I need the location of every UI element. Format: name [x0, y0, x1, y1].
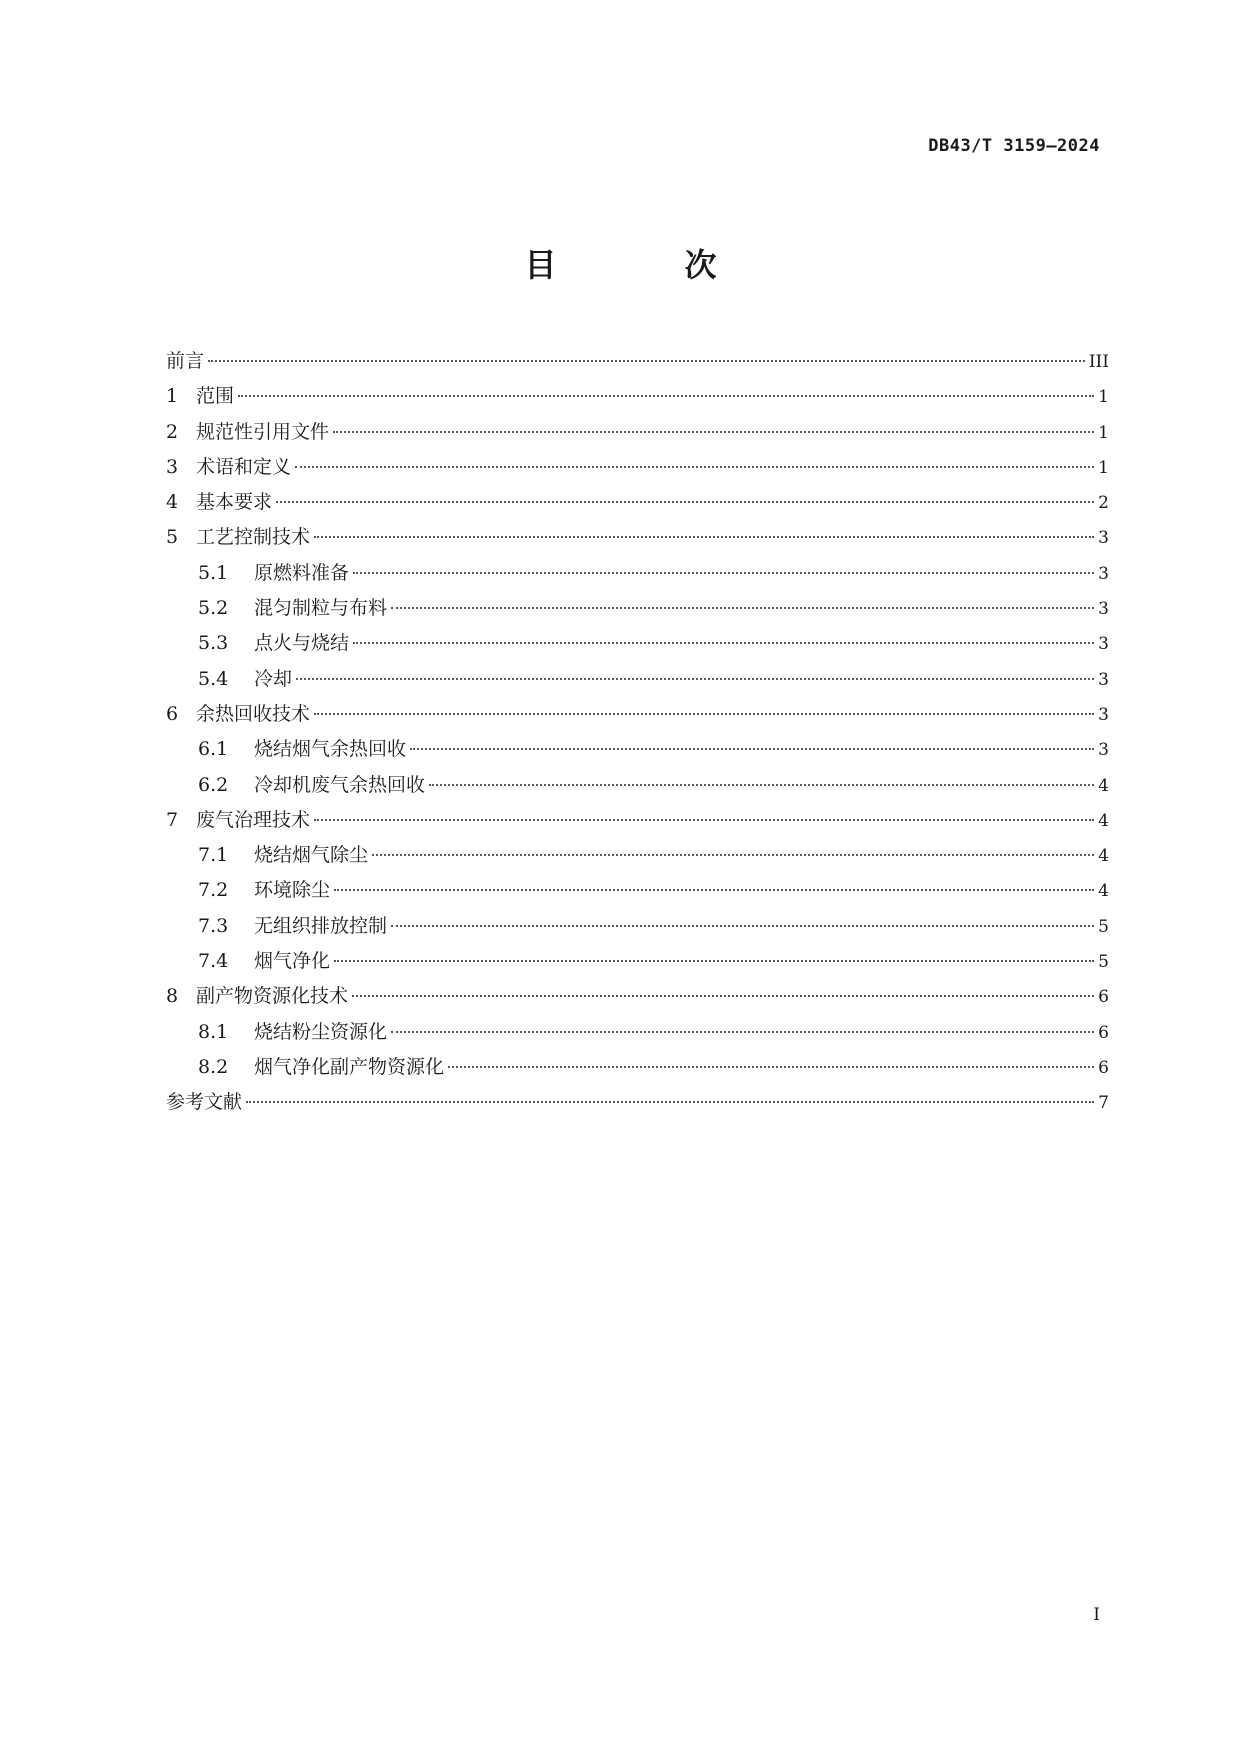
toc-entry[interactable]: [166, 770, 1109, 805]
toc-entry[interactable]: [166, 628, 1109, 663]
toc-entry-label: 烧结烟气余热回收: [254, 738, 407, 761]
toc-entry-label: 冷却: [254, 667, 293, 690]
toc-entry[interactable]: [166, 558, 1109, 593]
toc-leader-dots: [334, 960, 1094, 962]
toc-entry-number: 8.1: [198, 1020, 229, 1043]
toc-entry[interactable]: [166, 840, 1109, 875]
toc-leader-dots: [391, 925, 1094, 927]
toc-entry-number: 5: [166, 526, 179, 549]
toc-entry-number: 8.2: [198, 1055, 229, 1078]
toc-entry[interactable]: [166, 487, 1109, 522]
toc-entry-label: 范围: [196, 385, 235, 408]
toc-entry-label: 无组织排放控制: [254, 914, 388, 937]
toc-leader-dots: [276, 501, 1094, 503]
toc-leader-dots: [334, 889, 1094, 891]
toc-entry-page: 6: [1098, 987, 1109, 1008]
toc-entry[interactable]: [166, 1052, 1109, 1087]
document-code: DB43/T 3159—2024: [928, 136, 1100, 156]
toc-entry[interactable]: [166, 417, 1109, 452]
toc-leader-dots: [353, 572, 1094, 574]
toc-entry-page: 5: [1098, 952, 1109, 973]
toc-leader-dots: [391, 607, 1094, 609]
toc-leader-dots: [208, 360, 1085, 362]
toc-leader-dots: [238, 395, 1094, 397]
toc-entry-number: 2: [166, 420, 179, 443]
toc-entry-page: 3: [1098, 634, 1109, 655]
toc-entry[interactable]: [166, 1087, 1109, 1122]
toc-entry-number: 4: [166, 491, 179, 514]
toc-entry-page: 4: [1098, 846, 1109, 867]
toc-leader-dots: [372, 854, 1094, 856]
toc-entry-page: 3: [1098, 740, 1109, 761]
toc-entry[interactable]: [166, 452, 1109, 487]
toc-entry-page: 7: [1098, 1093, 1109, 1114]
toc-entry-page: 4: [1098, 775, 1109, 796]
toc-entry-page: 6: [1098, 1022, 1109, 1043]
toc-entry-label: 规范性引用文件: [196, 420, 330, 443]
toc-entry-label: 烟气净化副产物资源化: [254, 1055, 445, 1078]
toc-entry-label: 环境除尘: [254, 879, 331, 902]
toc-entry-number: 7: [166, 808, 179, 831]
toc-entry[interactable]: [166, 805, 1109, 840]
toc-entry-label: 工艺控制技术: [196, 526, 311, 549]
toc-entry-label: 术语和定义: [196, 455, 292, 478]
toc-leader-dots: [410, 748, 1094, 750]
toc-entry-page: 1: [1098, 422, 1109, 443]
toc-leader-dots: [314, 819, 1094, 821]
toc-entry-page: 3: [1098, 528, 1109, 549]
toc-entry-label: 点火与烧结: [254, 632, 350, 655]
toc-leader-dots: [314, 713, 1094, 715]
toc-entry[interactable]: [166, 522, 1109, 557]
toc-entry-page: 4: [1098, 810, 1109, 831]
toc-leader-dots: [295, 466, 1094, 468]
toc-leader-dots: [353, 642, 1094, 644]
page-number: I: [1093, 1605, 1100, 1625]
toc-leader-dots: [352, 995, 1094, 997]
toc-entry-label: 废气治理技术: [196, 808, 311, 831]
toc-entry-label: 基本要求: [196, 491, 273, 514]
toc-entry-number: 5.2: [198, 597, 229, 620]
toc-leader-dots: [246, 1101, 1094, 1103]
toc-entry[interactable]: [166, 911, 1109, 946]
toc-entry-label: 烧结烟气除尘: [254, 844, 369, 867]
toc-entry-page: 4: [1098, 881, 1109, 902]
toc-entry-page: 5: [1098, 916, 1109, 937]
toc-entry-number: 7.4: [198, 950, 229, 973]
toc-leader-dots: [314, 536, 1094, 538]
toc-entry-number: 5.1: [198, 561, 229, 584]
toc-entry[interactable]: [166, 875, 1109, 910]
toc-entry-number: 3: [166, 455, 179, 478]
toc-entry-number: 6.2: [198, 773, 229, 796]
toc-leader-dots: [448, 1066, 1094, 1068]
toc-entry-page: 1: [1098, 387, 1109, 408]
toc-entry-page: 3: [1098, 669, 1109, 690]
toc-entry-label: 前言: [166, 350, 205, 372]
toc-leader-dots: [333, 431, 1094, 433]
toc-entry[interactable]: [166, 593, 1109, 628]
toc-entry-page: 3: [1098, 704, 1109, 725]
toc-entry-number: 8: [166, 985, 179, 1008]
toc-entry[interactable]: [166, 381, 1109, 416]
toc-entry-label: 混匀制粒与布料: [254, 597, 388, 620]
toc-leader-dots: [391, 1031, 1094, 1033]
toc-entry-number: 5.4: [198, 667, 229, 690]
table-of-contents: [166, 346, 1109, 1123]
toc-entry-number: 5.3: [198, 632, 229, 655]
toc-entry-page: III: [1088, 352, 1109, 372]
page-title: 目 次: [524, 246, 765, 284]
toc-entry[interactable]: [166, 346, 1109, 381]
toc-entry-page: 2: [1098, 493, 1109, 514]
toc-entry[interactable]: [166, 734, 1109, 769]
toc-entry-number: 7.2: [198, 879, 229, 902]
toc-entry-page: 3: [1098, 563, 1109, 584]
toc-entry-label: 烧结粉尘资源化: [254, 1020, 388, 1043]
toc-entry-page: 6: [1098, 1057, 1109, 1078]
toc-entry-number: 6.1: [198, 738, 229, 761]
toc-entry-page: 1: [1098, 457, 1109, 478]
toc-entry-number: 6: [166, 702, 179, 725]
toc-entry-page: 3: [1098, 599, 1109, 620]
toc-leader-dots: [296, 678, 1094, 680]
toc-entry[interactable]: [166, 1017, 1109, 1052]
toc-entry-label: 副产物资源化技术: [196, 985, 349, 1008]
toc-entry[interactable]: [166, 946, 1109, 981]
toc-entry-label: 余热回收技术: [196, 702, 311, 725]
toc-leader-dots: [429, 784, 1094, 786]
toc-entry-label: 参考文献: [166, 1091, 243, 1114]
toc-entry-number: 7.3: [198, 914, 229, 937]
toc-entry-label: 冷却机废气余热回收: [254, 773, 426, 796]
toc-entry-number: 7.1: [198, 844, 229, 867]
toc-entry-label: 烟气净化: [254, 950, 331, 973]
toc-entry[interactable]: [166, 981, 1109, 1016]
toc-entry[interactable]: [166, 664, 1109, 699]
toc-entry[interactable]: [166, 699, 1109, 734]
toc-entry-number: 1: [166, 385, 179, 408]
toc-entry-label: 原燃料准备: [254, 561, 350, 584]
